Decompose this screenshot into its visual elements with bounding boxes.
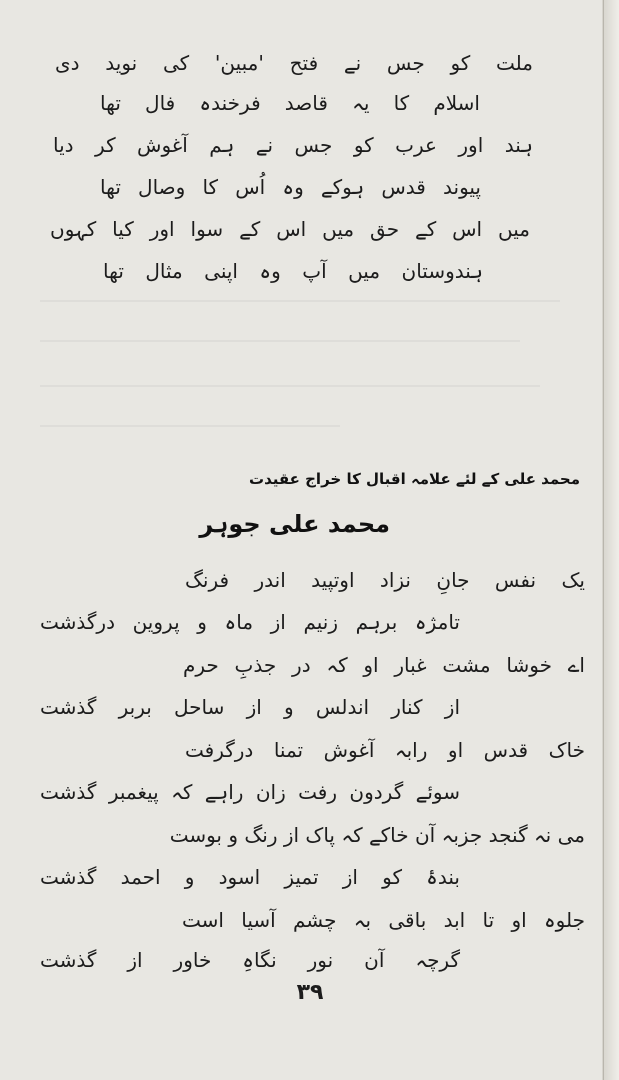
poem2-line-2: تامژہ برہم زنیم از ماہ و پروین درگذشت	[40, 610, 460, 634]
bleed-through-line	[40, 340, 520, 342]
poem2-line-4: از کنار اندلس و از ساحل بربر گذشت	[40, 695, 460, 719]
bleed-through-line	[40, 425, 340, 427]
poem1-line-6: ہندوستان میں آپ وہ اپنی مثال تھا	[103, 259, 483, 283]
bleed-through-line	[40, 300, 560, 302]
poem2-line-10: گرچہ آن نور نگاہِ خاور از گذشت	[40, 948, 460, 972]
poem2-line-7: می نہ گنجد جزبہ آن خاکے کہ پاک از رنگ و بوست	[169, 823, 585, 847]
poem2-line-8: بندۂ کو از تمیز اسود و احمد گذشت	[40, 865, 460, 889]
poem1-line-2: اسلام کا یہ قاصد فرخندہ فال تھا	[100, 91, 480, 115]
poem1-line-3: ہند اور عرب کو جس نے ہم آغوش کر دیا	[53, 133, 533, 157]
poem2-line-9: جلوہ او تا ابد باقی بہ چشم آسیا است	[182, 908, 585, 932]
page-edge	[603, 0, 619, 1080]
poem2-line-5: خاک قدس او رابہ آغوش تمنا درگرفت	[185, 738, 585, 762]
poem1-line-4: پیوند قدس ہوکے وہ اُس کا وصال تھا	[100, 175, 481, 199]
poem2-line-1: یک نفس جانِ نزاد اوتپید اندر فرنگ	[185, 568, 585, 592]
section-title: محمد علی جوہر	[199, 510, 390, 538]
section-subtitle: محمد علی کے لئے علامہ اقبال کا خراج عقیدت	[249, 470, 580, 488]
poem1-line-5: میں اس کے حق میں اس کے سوا اور کیا کہوں	[50, 217, 530, 241]
bleed-through-line	[40, 385, 540, 387]
poem1-line-1: ملت کو جس نے فتح 'مبین' کی نوید دی	[55, 51, 533, 75]
poem2-line-6: سوئے گردون رفت زان راہے کہ پیغمبر گذشت	[40, 780, 460, 804]
poem2-line-3: اے خوشا مشت غبار او کہ در جذبِ حرم	[183, 653, 585, 677]
page-number: ۳۹	[296, 980, 324, 1005]
